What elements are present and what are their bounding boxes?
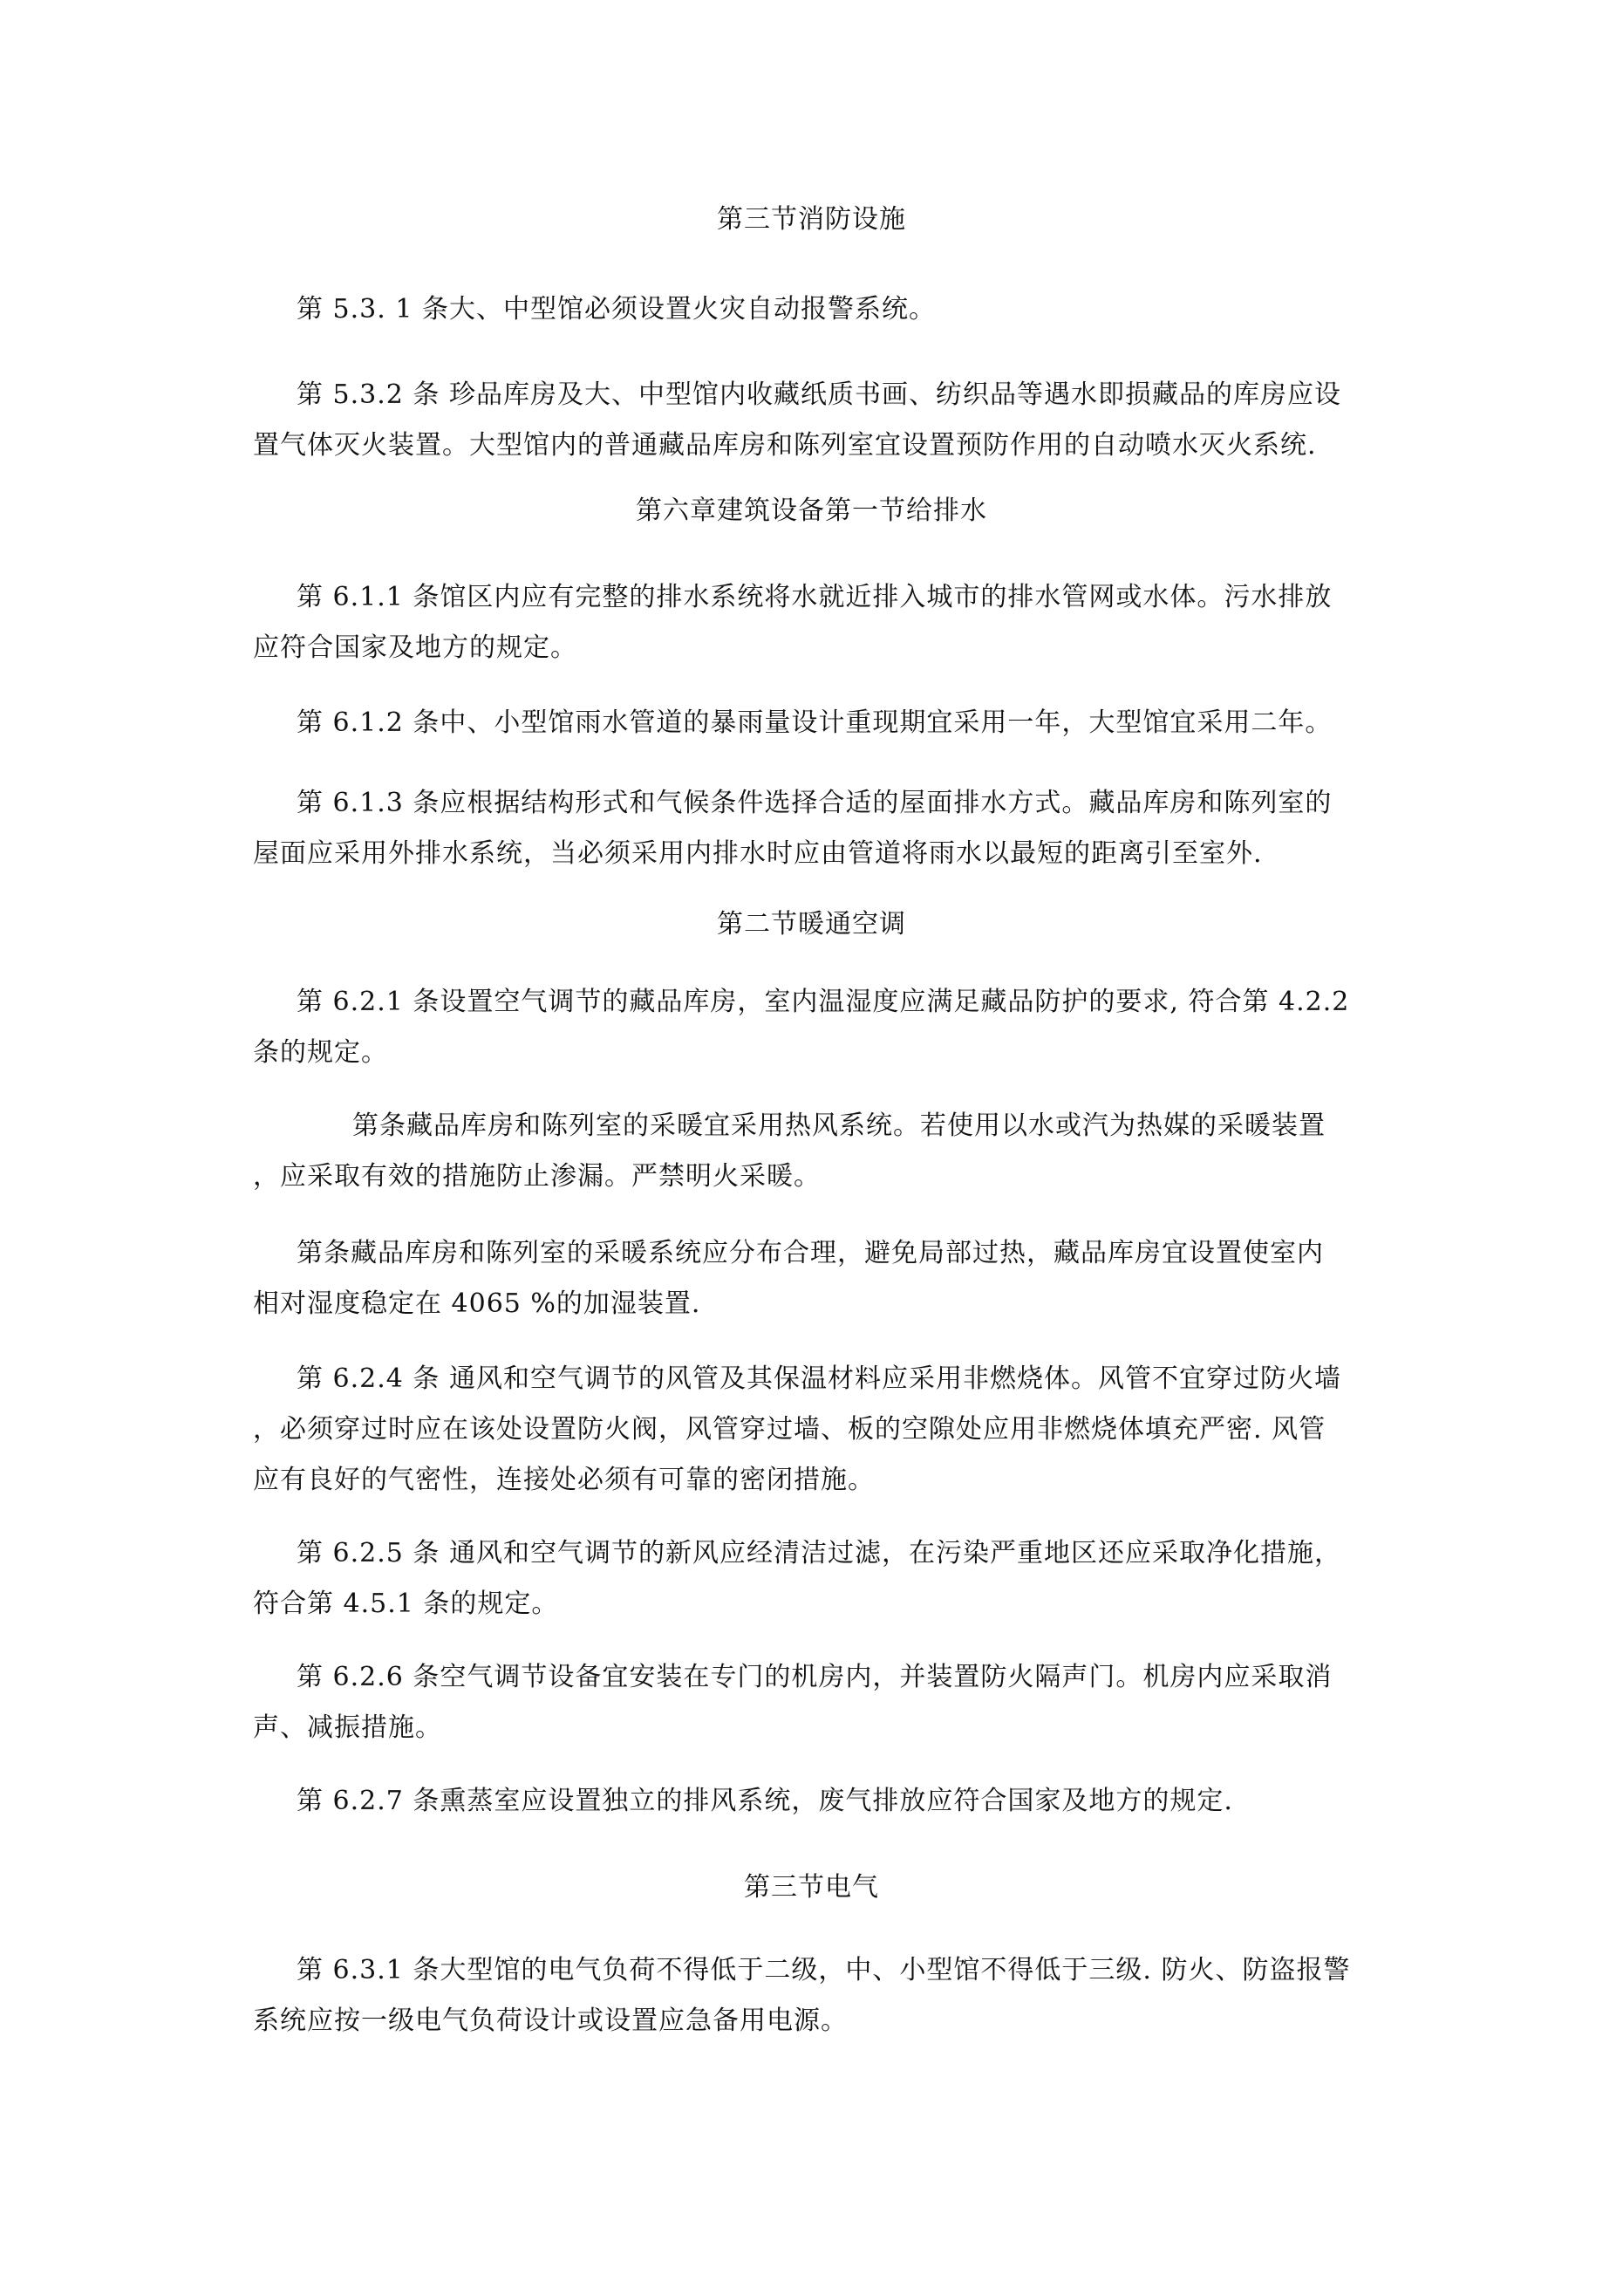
clause-line: 置气体灭火装置。大型馆内的普通藏品库房和陈列室宜设置预防作用的自动喷水灭火系统. xyxy=(253,430,1317,461)
clause-line: 系统应按一级电气负荷设计或设置应急备用电源。 xyxy=(253,2006,848,2036)
clause-6-2-7 xyxy=(253,1776,1387,1827)
clause-line: ，必须穿过时应在该处设置防火阀，风管穿过墙、板的空隙处应用非燃烧体填充严密. 风管 xyxy=(253,1414,1326,1445)
clause-line: 第 6.1.1 条馆区内应有完整的排水系统将水就近排入城市的排水管网或水体。污水排放 xyxy=(297,582,1333,612)
clause-6-2-3 xyxy=(253,1228,1387,1329)
clause-line: 第 5.3. 1 条大、中型馆必须设置火灾自动报警系统。 xyxy=(297,294,936,325)
chapter-heading-building-equipment: 第六章建筑设备第一节给排水 xyxy=(636,495,987,526)
section-heading-hvac: 第二节暖通空调 xyxy=(717,909,906,940)
clause-line: 第 6.1.2 条中、小型馆雨水管道的暴雨量设计重现期宜采用一年，大型馆宜采用二年。 xyxy=(297,707,1333,738)
clause-6-2-5 xyxy=(253,1528,1387,1630)
clause-6-2-1 xyxy=(253,977,1387,1078)
section-heading-fire-protection: 第三节消防设施 xyxy=(717,204,906,235)
clause-line: 第 6.2.4 条 通风和空气调节的风管及其保温材料应采用非燃烧体。风管不宜穿过防火墙 xyxy=(297,1363,1341,1394)
clause-6-2-4 xyxy=(253,1354,1387,1506)
clause-line: 第条藏品库房和陈列室的采暖系统应分布合理，避免局部过热，藏品库房宜设置使室内 xyxy=(297,1238,1324,1268)
clause-6-2-2 xyxy=(253,1101,1387,1202)
section-heading-electrical: 第三节电气 xyxy=(744,1872,879,1903)
clause-6-3-1 xyxy=(253,1945,1387,2047)
clause-line: 应有良好的气密性，连接处必须有可靠的密闭措施。 xyxy=(253,1465,875,1495)
clause-line: 第 6.2.5 条 通风和空气调节的新风应经清洁过滤，在污染严重地区还应采取净化措施， xyxy=(297,1538,1341,1568)
clause-line: 应符合国家及地方的规定。 xyxy=(253,632,577,663)
clause-line: ，应采取有效的措施防止渗漏。严禁明火采暖。 xyxy=(253,1161,821,1192)
clause-line: 第 6.2.7 条熏蒸室应设置独立的排风系统，废气排放应符合国家及地方的规定. xyxy=(297,1786,1233,1816)
clause-6-2-6 xyxy=(253,1652,1387,1753)
clause-line: 符合第 4.5.1 条的规定。 xyxy=(253,1589,559,1619)
clause-6-1-3 xyxy=(253,778,1387,879)
clause-line: 第 6.2.1 条设置空气调节的藏品库房，室内温湿度应满足藏品防护的要求, 符合第 4.2.2 xyxy=(297,987,1350,1017)
clause-line: 第 5.3.2 条 珍品库房及大、中型馆内收藏纸质书画、纺织品等遇水即损藏品的库房应设 xyxy=(297,379,1341,410)
clause-5-3-2 xyxy=(253,370,1387,471)
clause-6-1-1 xyxy=(253,572,1387,673)
clause-line: 第 6.2.6 条空气调节设备宜安装在专门的机房内，并装置防火隔声门。机房内应采取消 xyxy=(297,1662,1333,1692)
clause-line: 第 6.1.3 条应根据结构形式和气候条件选择合适的屋面排水方式。藏品库房和陈列室的 xyxy=(297,788,1333,818)
clause-line: 声、减振措施。 xyxy=(253,1712,442,1743)
clause-line: 第 6.3.1 条大型馆的电气负荷不得低于二级，中、小型馆不得低于三级. 防火、防盗报警 xyxy=(297,1955,1351,1985)
clause-line: 相对湿度稳定在 4065 %的加湿装置. xyxy=(253,1288,701,1319)
clause-line: 屋面应采用外排水系统，当必须采用内排水时应由管道将雨水以最短的距离引至室外. xyxy=(253,838,1263,869)
clause-5-3-1 xyxy=(253,284,1387,335)
clause-line: 条的规定。 xyxy=(253,1037,388,1068)
clause-6-1-2 xyxy=(253,698,1387,748)
clause-line: 第条藏品库房和陈列室的采暖宜采用热风系统。若使用以水或汽为热媒的采暖装置 xyxy=(352,1110,1326,1141)
